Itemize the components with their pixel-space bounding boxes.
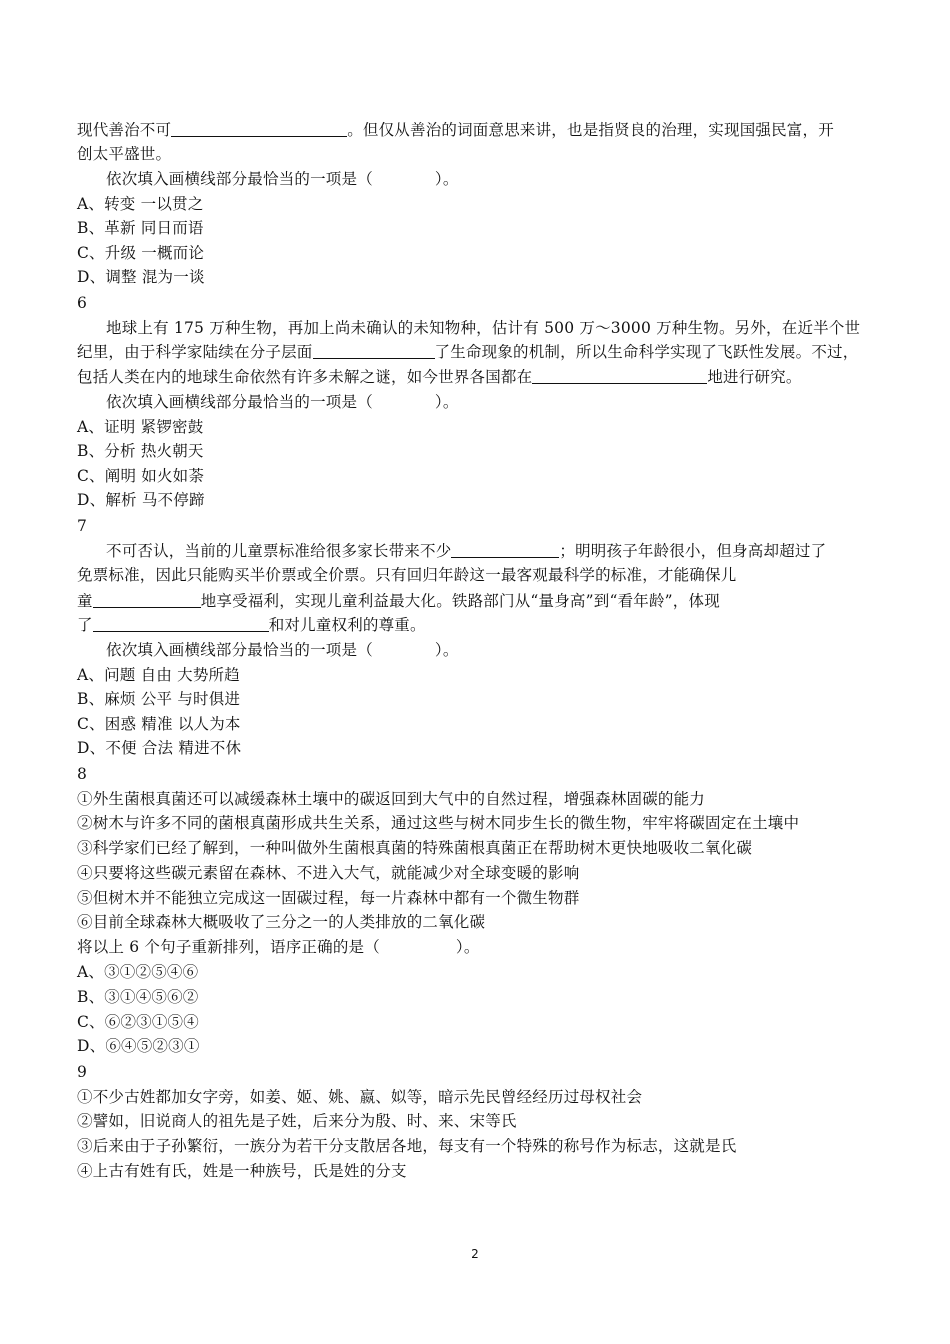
q8-sentence-6: ⑥目前全球森林大概吸收了三分之一的人类排放的二氧化碳 xyxy=(77,913,486,931)
q7-text-line-4 xyxy=(77,613,877,637)
q5-text-part: 。但仅从善治的词面意思来讲，也是指贤良的治理，实现国强民富，开 xyxy=(347,121,834,139)
prompt-text-end: ）。 xyxy=(434,641,459,659)
q7-option-d: D、不便 合法 精进不休 xyxy=(77,739,242,757)
prompt-text: 依次填入画横线部分最恰当的一项是（ xyxy=(106,641,373,659)
q9-sentence-3: ③后来由于子孙繁衍，一族分为若干分支散居各地，每支有一个特殊的称号作为标志，这就是氏 xyxy=(77,1137,737,1155)
q6-option-b: B、分析 热火朝天 xyxy=(77,442,204,460)
prompt-text: 将以上 6 个句子重新排列，语序正确的是（ xyxy=(77,938,380,956)
q8-sentence-1: ①外生菌根真菌还可以减缓森林土壤中的碳返回到大气中的自然过程，增强森林固碳的能力 xyxy=(77,790,706,808)
prompt-text-end: ）。 xyxy=(455,938,480,956)
fill-blank xyxy=(93,591,201,608)
q8-sentence-5: ⑤但树木并不能独立完成这一固碳过程，每一片森林中都有一个微生物群 xyxy=(77,889,580,907)
fill-blank xyxy=(451,541,559,558)
fill-blank xyxy=(532,367,707,384)
q8-option-c: C、⑥②③①⑤④ xyxy=(77,1013,199,1031)
q7-text-part: 不可否认，当前的儿童票标准给很多家长带来不少 xyxy=(106,542,452,560)
q7-text-line-1 xyxy=(106,539,906,563)
q8-prompt xyxy=(77,935,877,959)
q9-sentence-1: ①不少古姓都加女字旁，如姜、姬、姚、嬴、姒等，暗示先民曾经经历过母权社会 xyxy=(77,1088,643,1106)
q6-text-part: 地进行研究。 xyxy=(707,368,802,386)
q6-number: 6 xyxy=(77,294,88,312)
q7-option-b: B、麻烦 公平 与时俱进 xyxy=(77,690,241,708)
q7-text-part: 地享受福利，实现儿童利益最大化。铁路部门从“量身高”到“看年龄”，体现 xyxy=(200,592,720,610)
page-number: 2 xyxy=(471,1247,479,1261)
q5-option-a: A、转变 一以贯之 xyxy=(77,195,204,213)
q5-option-d: D、调整 混为一谈 xyxy=(77,268,205,286)
q6-text-line-2 xyxy=(77,340,877,364)
q8-option-b: B、③①④⑤⑥② xyxy=(77,988,199,1006)
q9-number: 9 xyxy=(77,1063,88,1081)
fill-blank xyxy=(171,120,347,137)
q6-option-a: A、证明 紧锣密鼓 xyxy=(77,418,204,436)
q5-option-b: B、革新 同日而语 xyxy=(77,219,204,237)
q8-option-a: A、③①②⑤④⑥ xyxy=(77,963,199,981)
q6-option-c: C、阐明 如火如荼 xyxy=(77,467,205,485)
q8-sentence-3: ③科学家们已经了解到，一种叫做外生菌根真菌的特殊菌根真菌正在帮助树木更快地吸收二氧化碳 xyxy=(77,839,753,857)
q6-text-part: 包括人类在内的地球生命依然有许多未解之谜，如今世界各国都在 xyxy=(77,368,533,386)
q8-option-d: D、⑥④⑤②③① xyxy=(77,1037,200,1055)
q7-option-a: A、问题 自由 大势所趋 xyxy=(77,666,240,684)
q7-prompt xyxy=(106,638,906,662)
q5-text-line-2: 创太平盛世。 xyxy=(77,145,172,163)
fill-blank xyxy=(313,342,435,359)
fill-blank xyxy=(93,615,269,632)
q6-text-part: 纪里，由于科学家陆续在分子层面 xyxy=(77,343,313,361)
q8-number: 8 xyxy=(77,765,88,783)
q8-sentence-4: ④只要将这些碳元素留在森林、不进入大气，就能减少对全球变暖的影响 xyxy=(77,864,580,882)
prompt-text-end: ）。 xyxy=(434,170,459,188)
q7-text-line-3 xyxy=(77,589,877,613)
q9-sentence-4: ④上古有姓有氏，姓是一种族号，氏是姓的分支 xyxy=(77,1162,407,1180)
q7-number: 7 xyxy=(77,517,88,535)
q7-option-c: C、困惑 精准 以人为本 xyxy=(77,715,241,733)
q6-prompt xyxy=(106,390,906,414)
q7-text-part: 童 xyxy=(77,592,93,610)
prompt-text: 依次填入画横线部分最恰当的一项是（ xyxy=(106,393,373,411)
q5-prompt xyxy=(106,167,906,191)
q5-text-part: 现代善治不可 xyxy=(77,121,172,139)
q7-text-part: 了 xyxy=(77,616,93,634)
q6-text-line-3 xyxy=(77,365,877,389)
q9-sentence-2: ②譬如，旧说商人的祖先是子姓，后来分为殷、时、来、宋等氏 xyxy=(77,1112,517,1130)
q7-text-part: 和对儿童权利的尊重。 xyxy=(268,616,426,634)
q5-option-c: C、升级 一概而论 xyxy=(77,244,205,262)
q7-text-part: ；明明孩子年龄很小，但身高却超过了 xyxy=(559,542,827,560)
q7-text-line-2: 免票标准，因此只能购买半价票或全价票。只有回归年龄这一最客观最科学的标准，才能确保儿 xyxy=(77,566,737,584)
q5-text-line-1 xyxy=(77,118,877,142)
prompt-text: 依次填入画横线部分最恰当的一项是（ xyxy=(106,170,373,188)
q8-sentence-2: ②树木与许多不同的菌根真菌形成共生关系，通过这些与树木同步生长的微生物，牢牢将碳固定在土壤中 xyxy=(77,814,800,832)
q6-text-line-1: 地球上有 175 万种生物，再加上尚未确认的未知物种，估计有 500 万～3000 万种生物。另外，在近半个世 xyxy=(106,319,861,337)
q6-text-part: 了生命现象的机制，所以生命科学实现了飞跃性发展。不过， xyxy=(434,343,859,361)
prompt-text-end: ）。 xyxy=(434,393,459,411)
q6-option-d: D、解析 马不停蹄 xyxy=(77,491,205,509)
